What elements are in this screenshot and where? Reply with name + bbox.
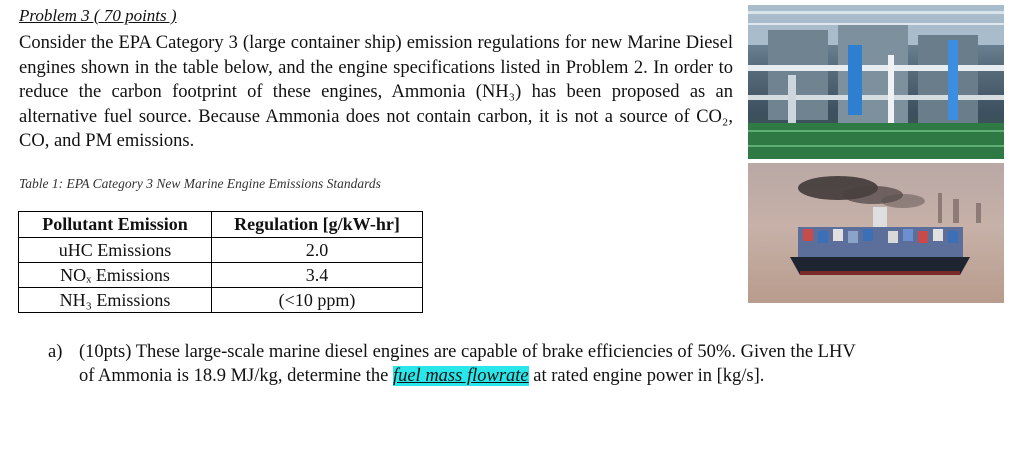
table-row <box>19 238 423 263</box>
container-ship-illustration <box>748 163 1004 303</box>
table-header-row <box>19 212 423 238</box>
table-caption: Table 1: EPA Category 3 New Marine Engine Emissions Standards <box>19 176 381 191</box>
regulation-cell: 2.0 <box>212 238 423 263</box>
engine-room-photo <box>748 5 1004 159</box>
problem-intro: Consider the EPA Category 3 (large container ship) emission regulations for new Marine Diesel engines shown in the table below, and the engine specifications listed in Problem 2. In order to reduce the carbon footprint of these engines, Ammonia (NH₃) has been proposed as an alternative fuel source. Because Ammonia does not contain carbon, it is not a source of CO₂, CO, and PM emissions. <box>19 33 733 151</box>
engine-room-illustration <box>748 5 1004 159</box>
question-text-line2-end: at rated engine power in [kg/s]. <box>533 366 765 386</box>
emissions-table <box>18 211 423 313</box>
problem-title: Problem 3 ( 70 points ) <box>19 6 177 25</box>
column-header: Pollutant Emission <box>19 212 212 238</box>
highlighted-term: fuel mass flowrate <box>392 366 529 386</box>
table-row <box>19 263 423 288</box>
column-header: Regulation [g/kW-hr] <box>212 212 423 238</box>
container-ship-photo <box>748 163 1004 303</box>
pollutant-cell: NH₃ Emissions <box>19 288 212 313</box>
question-text-line1: (10pts) These large-scale marine diesel engines are capable of brake efficiencies of 50%. Given the LHV <box>79 342 856 362</box>
regulation-cell: 3.4 <box>212 263 423 288</box>
regulation-cell: (<10 ppm) <box>212 288 423 313</box>
table-row <box>19 288 423 313</box>
question-text-line2: of Ammonia is 18.9 MJ/kg, determine the <box>79 366 389 386</box>
pollutant-cell: uHC Emissions <box>19 238 212 263</box>
question-a <box>48 340 856 388</box>
pollutant-cell: NOₓ Emissions <box>19 263 212 288</box>
question-label: a) <box>48 342 63 362</box>
